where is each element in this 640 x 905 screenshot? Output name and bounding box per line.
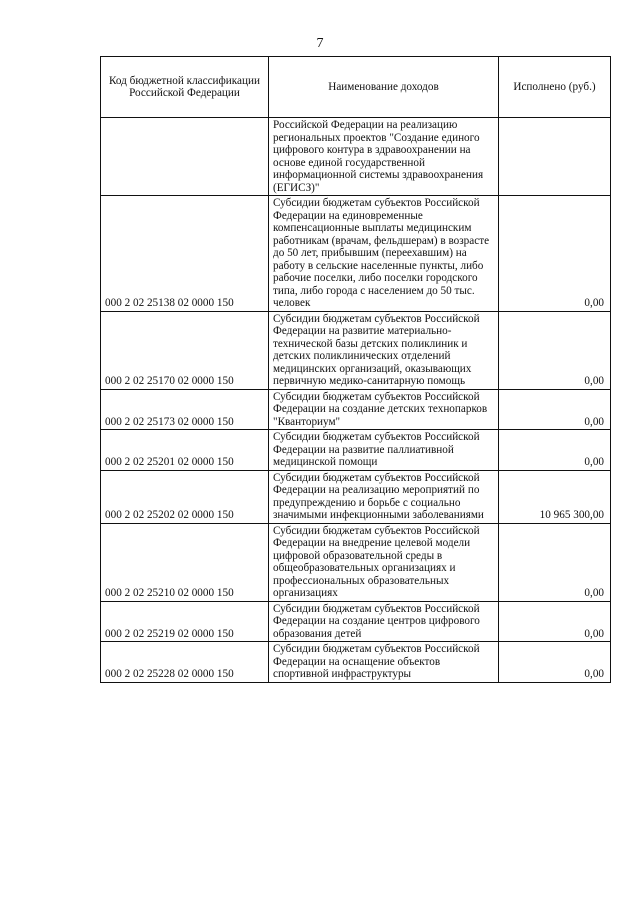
page-number: 7	[316, 36, 324, 51]
row-name: Субсидии бюджетам субъектов Российской Федерации на создание детских технопарков "Кванториум"	[269, 389, 499, 430]
row-code: 000 2 02 25138 02 0000 150	[101, 196, 269, 312]
header-name: Наименование доходов	[269, 57, 499, 118]
row-amount: 0,00	[499, 601, 611, 642]
row-amount: 0,00	[499, 523, 611, 601]
row-code: 000 2 02 25210 02 0000 150	[101, 523, 269, 601]
row-code: 000 2 02 25202 02 0000 150	[101, 470, 269, 523]
row-amount: 0,00	[499, 642, 611, 683]
row-name: Субсидии бюджетам субъектов Российской Федерации на внедрение целевой модели цифровой образовательной среды в общеобразовательных организациях и профессиональных образовательных организациях	[269, 523, 499, 601]
table-row	[101, 470, 611, 523]
row-name: Субсидии бюджетам субъектов Российской Федерации на развитие паллиативной медицинской помощи	[269, 430, 499, 471]
row-name: Российской Федерации на реализацию региональных проектов "Создание единого цифрового контура в здравоохранении на основе единой государственной информационной системы здравоохранения (ЕГИСЗ)"	[269, 118, 499, 196]
row-code: 000 2 02 25173 02 0000 150	[101, 389, 269, 430]
table-row	[101, 601, 611, 642]
row-amount: 10 965 300,00	[499, 470, 611, 523]
row-amount: 0,00	[499, 196, 611, 312]
row-code: 000 2 02 25201 02 0000 150	[101, 430, 269, 471]
table-row	[101, 118, 611, 196]
row-name: Субсидии бюджетам субъектов Российской Федерации на оснащение объектов спортивной инфраструктуры	[269, 642, 499, 683]
row-name: Субсидии бюджетам субъектов Российской Федерации на единовременные компенсационные выплаты медицинским работникам (врачам, фельдшерам) в возрасте до 50 лет, прибывшим (переехавшим) на работу в сельские населенные пункты, либо рабочие поселки, либо поселки городского типа, либо города с населением до 50 тыс. человек	[269, 196, 499, 312]
row-name: Субсидии бюджетам субъектов Российской Федерации на создание центров цифрового образования детей	[269, 601, 499, 642]
row-code: 000 2 02 25228 02 0000 150	[101, 642, 269, 683]
row-amount: 0,00	[499, 430, 611, 471]
row-name: Субсидии бюджетам субъектов Российской Федерации на развитие материально-технической базы детских поликлиник и детских поликлинических отделений медицинских организаций, оказывающих первичную медико-санитарную помощь	[269, 311, 499, 389]
row-name: Субсидии бюджетам субъектов Российской Федерации на реализацию мероприятий по предупреждению и борьбе с социально значимыми инфекционными заболеваниями	[269, 470, 499, 523]
row-amount	[499, 118, 611, 196]
table-row	[101, 311, 611, 389]
table-header-row	[101, 57, 611, 118]
table-row	[101, 196, 611, 312]
table-row	[101, 389, 611, 430]
revenue-table	[100, 56, 611, 683]
row-code: 000 2 02 25219 02 0000 150	[101, 601, 269, 642]
row-code	[101, 118, 269, 196]
table-row	[101, 642, 611, 683]
table-row	[101, 523, 611, 601]
table-row	[101, 430, 611, 471]
header-amount: Исполнено (руб.)	[499, 57, 611, 118]
row-amount: 0,00	[499, 311, 611, 389]
header-code: Код бюджетной классификации Российской Федерации	[101, 57, 269, 118]
row-code: 000 2 02 25170 02 0000 150	[101, 311, 269, 389]
row-amount: 0,00	[499, 389, 611, 430]
